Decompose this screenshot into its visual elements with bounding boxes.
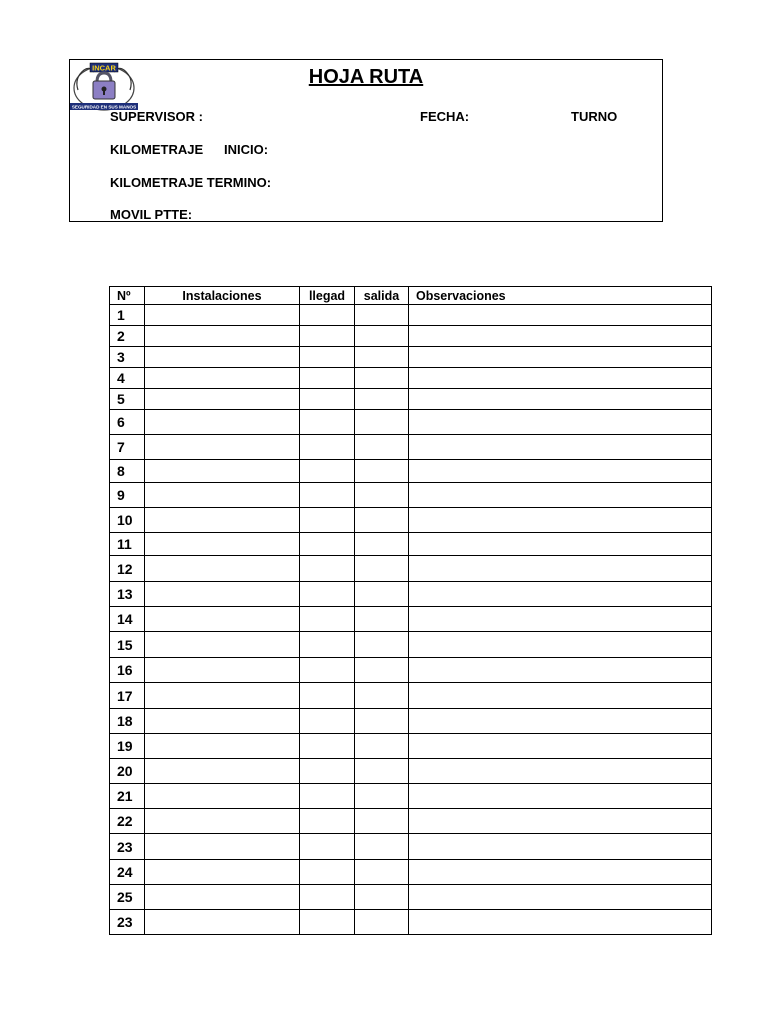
llegada-cell[interactable]	[300, 784, 355, 809]
instalaciones-cell[interactable]	[145, 556, 300, 582]
observaciones-cell[interactable]	[409, 910, 712, 935]
llegada-cell[interactable]	[300, 759, 355, 784]
instalaciones-cell[interactable]	[145, 508, 300, 533]
table-row	[110, 556, 712, 582]
salida-cell[interactable]	[355, 556, 409, 582]
row-number: 18	[110, 709, 145, 734]
row-number: 4	[110, 368, 145, 389]
instalaciones-cell[interactable]	[145, 368, 300, 389]
observaciones-cell[interactable]	[409, 834, 712, 860]
llegada-cell[interactable]	[300, 368, 355, 389]
salida-cell[interactable]	[355, 910, 409, 935]
instalaciones-cell[interactable]	[145, 784, 300, 809]
observaciones-cell[interactable]	[409, 885, 712, 910]
instalaciones-cell[interactable]	[145, 734, 300, 759]
table-row	[110, 658, 712, 683]
salida-cell[interactable]	[355, 483, 409, 508]
row-number: 16	[110, 658, 145, 683]
row-number: 10	[110, 508, 145, 533]
instalaciones-cell[interactable]	[145, 709, 300, 734]
llegada-cell[interactable]	[300, 389, 355, 410]
instalaciones-cell[interactable]	[145, 809, 300, 834]
row-number: 22	[110, 809, 145, 834]
row-number: 5	[110, 389, 145, 410]
llegada-cell[interactable]	[300, 860, 355, 885]
observaciones-cell[interactable]	[409, 759, 712, 784]
table-row	[110, 410, 712, 435]
table-row	[110, 607, 712, 632]
instalaciones-cell[interactable]	[145, 305, 300, 326]
col-header-llegada: llegad	[300, 287, 355, 305]
instalaciones-cell[interactable]	[145, 885, 300, 910]
row-number: 3	[110, 347, 145, 368]
llegada-cell[interactable]	[300, 533, 355, 556]
instalaciones-cell[interactable]	[145, 834, 300, 860]
observaciones-cell[interactable]	[409, 683, 712, 709]
observaciones-cell[interactable]	[409, 435, 712, 460]
col-header-instalaciones: Instalaciones	[145, 287, 300, 305]
table-row	[110, 368, 712, 389]
row-number: 19	[110, 734, 145, 759]
salida-cell[interactable]	[355, 834, 409, 860]
salida-cell[interactable]	[355, 305, 409, 326]
instalaciones-cell[interactable]	[145, 326, 300, 347]
inicio-label: INICIO:	[224, 142, 269, 157]
salida-cell[interactable]	[355, 809, 409, 834]
table-header-row	[110, 287, 712, 305]
instalaciones-cell[interactable]	[145, 483, 300, 508]
observaciones-cell[interactable]	[409, 632, 712, 658]
page-title: HOJA RUTA	[308, 66, 424, 88]
observaciones-cell[interactable]	[409, 508, 712, 533]
observaciones-cell[interactable]	[409, 305, 712, 326]
row-number: 8	[110, 460, 145, 483]
observaciones-cell[interactable]	[409, 582, 712, 607]
instalaciones-cell[interactable]	[145, 632, 300, 658]
llegada-cell[interactable]	[300, 885, 355, 910]
observaciones-cell[interactable]	[409, 347, 712, 368]
salida-cell[interactable]	[355, 632, 409, 658]
observaciones-cell[interactable]	[409, 658, 712, 683]
llegada-cell[interactable]	[300, 435, 355, 460]
instalaciones-cell[interactable]	[145, 410, 300, 435]
instalaciones-cell[interactable]	[145, 460, 300, 483]
fecha-label: FECHA:	[420, 109, 470, 124]
salida-cell[interactable]	[355, 885, 409, 910]
observaciones-cell[interactable]	[409, 326, 712, 347]
llegada-cell[interactable]	[300, 809, 355, 834]
col-header-salida: salida	[355, 287, 409, 305]
llegada-cell[interactable]	[300, 483, 355, 508]
table-row	[110, 632, 712, 658]
row-number: 20	[110, 759, 145, 784]
table-row	[110, 460, 712, 483]
table-row	[110, 326, 712, 347]
llegada-cell[interactable]	[300, 734, 355, 759]
salida-cell[interactable]	[355, 460, 409, 483]
col-header-observaciones: Observaciones	[409, 287, 712, 305]
llegada-cell[interactable]	[300, 709, 355, 734]
llegada-cell[interactable]	[300, 556, 355, 582]
table-row	[110, 533, 712, 556]
movil-label: MOVIL PTTE:	[110, 207, 193, 222]
instalaciones-cell[interactable]	[145, 347, 300, 368]
observaciones-cell[interactable]	[409, 734, 712, 759]
header-box	[69, 59, 663, 222]
logo-name: INCAR	[92, 63, 116, 73]
row-number: 23	[110, 910, 145, 935]
row-number: 7	[110, 435, 145, 460]
instalaciones-cell[interactable]	[145, 658, 300, 683]
instalaciones-cell[interactable]	[145, 910, 300, 935]
llegada-cell[interactable]	[300, 658, 355, 683]
table-row	[110, 347, 712, 368]
salida-cell[interactable]	[355, 860, 409, 885]
salida-cell[interactable]	[355, 508, 409, 533]
llegada-cell[interactable]	[300, 508, 355, 533]
instalaciones-cell[interactable]	[145, 533, 300, 556]
salida-cell[interactable]	[355, 533, 409, 556]
row-number: 11	[110, 533, 145, 556]
salida-cell[interactable]	[355, 759, 409, 784]
row-number: 6	[110, 410, 145, 435]
row-number: 2	[110, 326, 145, 347]
salida-cell[interactable]	[355, 734, 409, 759]
instalaciones-cell[interactable]	[145, 607, 300, 632]
observaciones-cell[interactable]	[409, 809, 712, 834]
table-row	[110, 435, 712, 460]
instalaciones-cell[interactable]	[145, 435, 300, 460]
salida-cell[interactable]	[355, 389, 409, 410]
observaciones-cell[interactable]	[409, 389, 712, 410]
llegada-cell[interactable]	[300, 632, 355, 658]
row-number: 14	[110, 607, 145, 632]
table-row	[110, 389, 712, 410]
llegada-cell[interactable]	[300, 460, 355, 483]
kilometraje-termino-label: KILOMETRAJE TERMINO:	[110, 175, 272, 190]
salida-cell[interactable]	[355, 347, 409, 368]
observaciones-cell[interactable]	[409, 556, 712, 582]
table-row	[110, 910, 712, 935]
salida-cell[interactable]	[355, 784, 409, 809]
row-number: 17	[110, 683, 145, 709]
llegada-cell[interactable]	[300, 910, 355, 935]
row-number: 9	[110, 483, 145, 508]
observaciones-cell[interactable]	[409, 368, 712, 389]
table-row	[110, 709, 712, 734]
table-row	[110, 582, 712, 607]
table-row	[110, 483, 712, 508]
row-number: 24	[110, 860, 145, 885]
salida-cell[interactable]	[355, 683, 409, 709]
supervisor-label: SUPERVISOR :	[110, 109, 203, 124]
route-table	[109, 286, 712, 935]
salida-cell[interactable]	[355, 410, 409, 435]
row-number: 25	[110, 885, 145, 910]
llegada-cell[interactable]	[300, 834, 355, 860]
turno-label: TURNO	[571, 109, 618, 124]
table-row	[110, 834, 712, 860]
instalaciones-cell[interactable]	[145, 683, 300, 709]
table-row	[110, 759, 712, 784]
observaciones-cell[interactable]	[409, 860, 712, 885]
salida-cell[interactable]	[355, 435, 409, 460]
llegada-cell[interactable]	[300, 305, 355, 326]
row-number: 23	[110, 834, 145, 860]
table-row	[110, 734, 712, 759]
llegada-cell[interactable]	[300, 683, 355, 709]
salida-cell[interactable]	[355, 658, 409, 683]
table-row	[110, 784, 712, 809]
instalaciones-cell[interactable]	[145, 389, 300, 410]
row-number: 13	[110, 582, 145, 607]
llegada-cell[interactable]	[300, 582, 355, 607]
llegada-cell[interactable]	[300, 326, 355, 347]
llegada-cell[interactable]	[300, 607, 355, 632]
salida-cell[interactable]	[355, 709, 409, 734]
row-number: 12	[110, 556, 145, 582]
row-number: 1	[110, 305, 145, 326]
llegada-cell[interactable]	[300, 410, 355, 435]
salida-cell[interactable]	[355, 326, 409, 347]
observaciones-cell[interactable]	[409, 784, 712, 809]
row-number: 15	[110, 632, 145, 658]
instalaciones-cell[interactable]	[145, 582, 300, 607]
instalaciones-cell[interactable]	[145, 860, 300, 885]
observaciones-cell[interactable]	[409, 709, 712, 734]
observaciones-cell[interactable]	[409, 533, 712, 556]
instalaciones-cell[interactable]	[145, 759, 300, 784]
llegada-cell[interactable]	[300, 347, 355, 368]
table-row	[110, 305, 712, 326]
observaciones-cell[interactable]	[409, 460, 712, 483]
row-number: 21	[110, 784, 145, 809]
observaciones-cell[interactable]	[409, 483, 712, 508]
table-row	[110, 885, 712, 910]
col-header-number: Nº	[110, 287, 145, 305]
salida-cell[interactable]	[355, 607, 409, 632]
table-row	[110, 809, 712, 834]
kilometraje-label: KILOMETRAJE	[110, 142, 204, 157]
observaciones-cell[interactable]	[409, 410, 712, 435]
table-row	[110, 683, 712, 709]
observaciones-cell[interactable]	[409, 607, 712, 632]
salida-cell[interactable]	[355, 368, 409, 389]
table-row	[110, 860, 712, 885]
table-row	[110, 508, 712, 533]
logo-tagline: SEGURIDAD EN SUS MANOS	[71, 104, 137, 110]
salida-cell[interactable]	[355, 582, 409, 607]
